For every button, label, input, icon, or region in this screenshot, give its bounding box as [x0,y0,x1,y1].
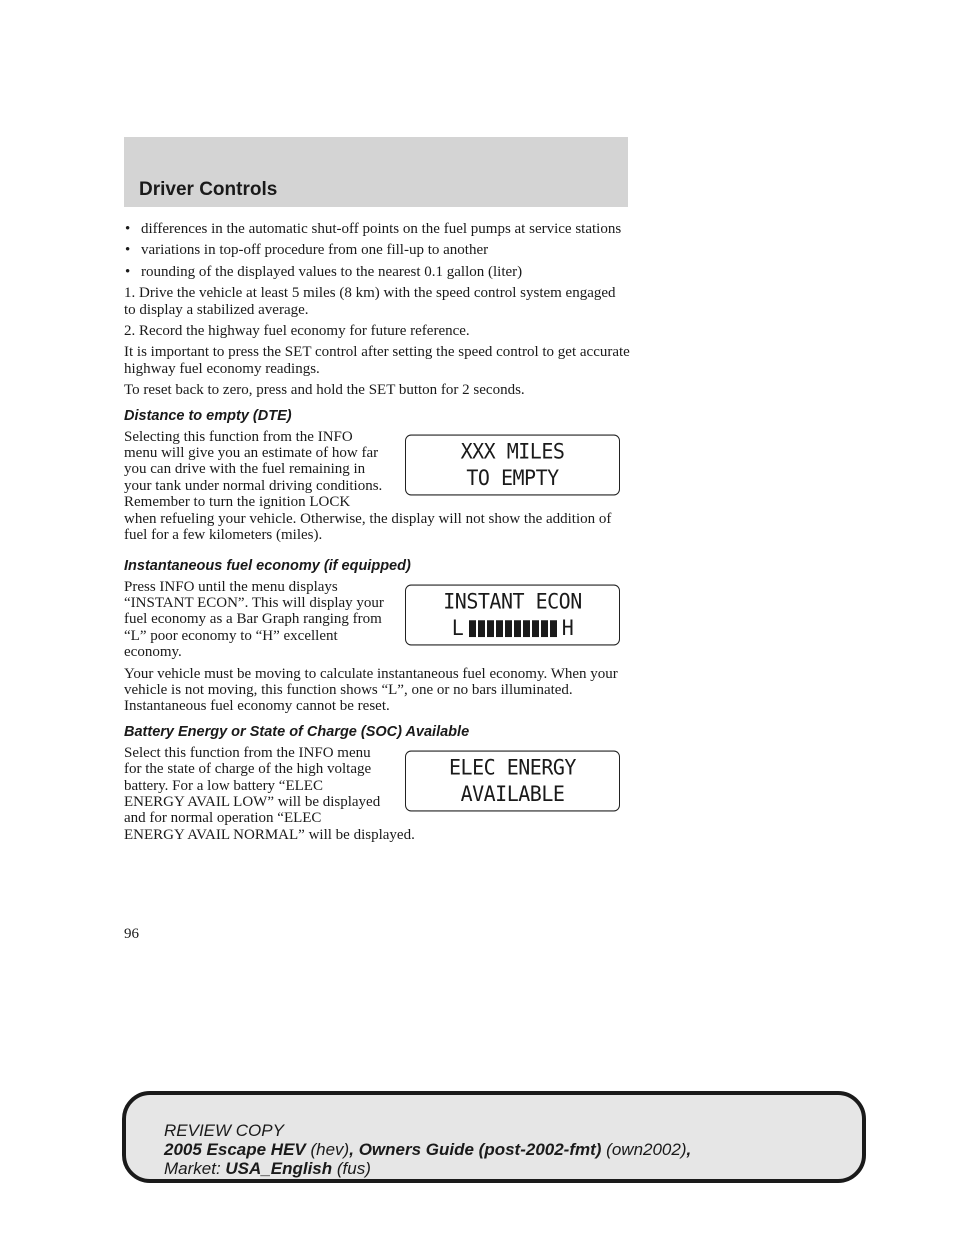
review-copy-label: REVIEW COPY [164,1121,284,1140]
dte-section [124,429,630,549]
dte-display-line-2: TO EMPTY [466,464,559,490]
dte-display-line-1: XXX MILES [460,438,565,464]
instant-heading: Instantaneous fuel economy (if equipped) [124,557,411,574]
footer-market-label: Market: [164,1159,226,1178]
soc-heading: Battery Energy or State of Charge (SOC) Available [124,723,470,740]
paragraph: 2. Record the highway fuel economy for future reference. [124,323,470,340]
bar-graph-segment [505,619,512,636]
bar-graph-segment [487,619,494,636]
bar-graph-segment [523,619,530,636]
footer-line-3 [164,1159,691,1178]
bar-graph-segment [496,619,503,636]
instant-text: Press INFO until the menu displays “INSTANT ECON”. This will display your fuel economy as a Bar Graph ranging from “L” poor economy to “H” excellent economy. [124,578,384,661]
list-item: • variations in top-off procedure from one fill-up to another [124,242,630,258]
dte-display [405,434,620,495]
page-number: 96 [124,926,139,942]
bar-graph-segment [478,619,485,636]
instant-text-2: Your vehicle must be moving to calculate instantaneous fuel economy. When your vehicle is not moving, this function shows “L”, one or no bars illuminated. Instantaneous fuel economy cannot be reset. [124,665,618,715]
footer-guide: Owners Guide (post-2002-fmt) [358,1140,602,1159]
instant-display-line-1: INSTANT ECON [443,588,582,614]
bar-graph-segment [532,619,539,636]
section-title: Driver Controls [139,179,278,200]
footer-market-code: (fus) [332,1159,371,1178]
bar-graph-high-label: H [561,614,574,640]
review-footer [122,1091,866,1183]
footer-model-code: (hev) [305,1140,350,1159]
bar-graph [451,615,575,641]
paragraph: 1. Drive the vehicle at least 5 miles (8 km) with the speed control system engaged to display a stabilized average. [124,285,616,318]
footer-guide-code: (own2002) [601,1140,687,1159]
instant-display [405,584,620,645]
soc-text: Select this function from the INFO menu for the state of charge of the high voltage battery. For a low battery “ELEC ENERGY AVAIL LOW” will be displayed and for normal operation “ELEC ENERGY AVAIL NORMAL” will be displayed. [124,744,415,843]
footer-line-2 [164,1140,691,1159]
paragraph: It is important to press the SET control after setting the speed control to get accurate highway fuel economy readings. [124,344,630,377]
bullet-list [124,221,630,280]
footer-model: 2005 Escape HEV [164,1140,306,1159]
bar-graph-segment [514,619,521,636]
bar-graph-bars [469,619,557,636]
footer-separator: , [349,1140,359,1159]
bar-graph-low-label: L [451,614,464,640]
bar-graph-segment [550,619,557,636]
footer-market: USA_English [225,1159,333,1178]
soc-display-line-1: ELEC ENERGY [449,754,576,780]
dte-text: Selecting this function from the INFO menu will give you an estimate of how far you can drive with the fuel remaining in your tank under normal driving conditions. Remember to turn the ignition LOCK when refueling your vehicle. Otherwise, the display will not show the addition of fuel for a few kilometers (miles). [124,428,612,544]
section-header [124,137,628,207]
page-content [124,221,630,848]
soc-display [405,750,620,811]
list-item: • differences in the automatic shut-off points on the fuel pumps at service stations [124,221,630,237]
bar-graph-segment [541,619,548,636]
footer-text [164,1121,691,1178]
paragraph: To reset back to zero, press and hold the SET button for 2 seconds. [124,382,525,399]
list-item: • rounding of the displayed values to the nearest 0.1 gallon (liter) [124,264,630,280]
soc-display-line-2: AVAILABLE [460,780,565,806]
footer-separator: , [686,1140,692,1159]
instant-section [124,579,630,715]
bar-graph-segment [469,619,476,636]
dte-heading: Distance to empty (DTE) [124,407,292,424]
soc-section [124,745,630,848]
